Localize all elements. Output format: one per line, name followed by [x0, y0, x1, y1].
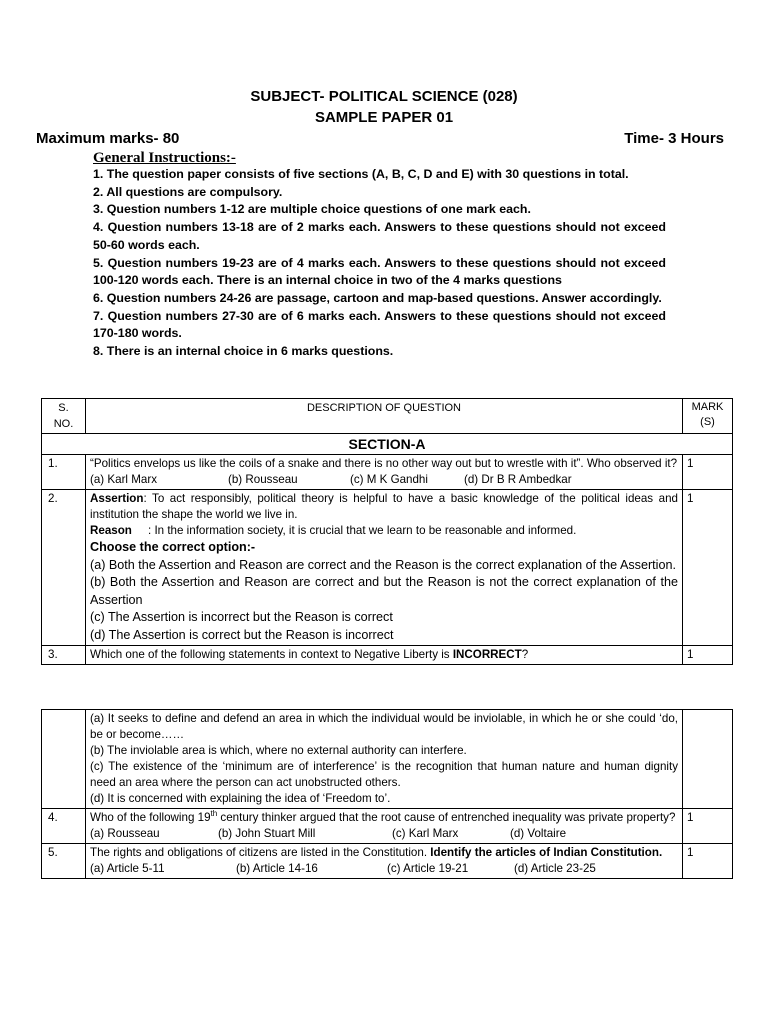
question-number: 2. — [42, 490, 86, 646]
question-text: The rights and obligations of citizens are listed in the Constitution. Identify the articles of Indian Constitution. — [90, 846, 663, 859]
option-b: (b) Both the Assertion and Reason are correct and but the Reason is not the correct explanation of the Assertion — [90, 575, 678, 607]
col-header-marks: MARK (S) — [683, 399, 733, 434]
option-c: (c) M K Gandhi — [350, 473, 428, 486]
table-row — [42, 710, 733, 809]
instruction-item: 1. The question paper consists of five sections (A, B, C, D and E) with 30 questions in total. — [93, 167, 629, 181]
instructions-list — [93, 166, 666, 361]
question-description — [86, 646, 683, 665]
instruction-item: 2. All questions are compulsory. — [93, 184, 283, 199]
option-d: (d) The Assertion is correct but the Reason is incorrect — [90, 627, 394, 642]
question-number: 4. — [42, 809, 86, 844]
assertion-text — [90, 491, 678, 523]
table-header-row — [42, 399, 733, 434]
reason-label: Reason — [90, 524, 132, 537]
question-mark: 1 — [683, 490, 733, 646]
time-allowed: Time- 3 Hours — [624, 130, 724, 147]
option-c: (c) Article 19-21 — [387, 862, 469, 875]
option-d: (d) It is concerned with explaining the idea of ‘Freedom to’. — [90, 792, 391, 805]
option-d: (d) Article 23-25 — [514, 862, 596, 875]
questions-table-page-1 — [41, 398, 733, 665]
question-description — [86, 809, 683, 844]
question-description — [86, 455, 683, 490]
option-a: (a) Article 5-11 — [90, 862, 165, 875]
paper-title: SAMPLE PAPER 01 — [314, 109, 454, 126]
options-row — [90, 861, 678, 877]
instruction-item: 3. Question numbers 1-12 are multiple choice questions of one mark each. — [93, 202, 531, 217]
table-row — [42, 809, 733, 844]
instruction-item: 8. There is an internal choice in 6 marks questions. — [93, 344, 394, 359]
reason-text — [90, 523, 678, 539]
table-row — [42, 490, 733, 646]
table-row — [42, 844, 733, 879]
instruction-item: 5. Question numbers 19-23 are of 4 marks each. Answers to these questions should not exceed 100-120 words each. There is an internal choice in two of the 4 marks questions — [93, 255, 666, 288]
question-description — [86, 844, 683, 879]
question-text: Which one of the following statements in context to Negative Liberty is — [90, 648, 453, 661]
option-b: (b) Rousseau — [228, 473, 298, 486]
question-mark: 1 — [683, 646, 733, 665]
question-mark: 1 — [683, 809, 733, 844]
question-text: “Politics envelops us like the coils of a snake and there is no other way out but to wrestle with it”. Who observed it? — [90, 457, 678, 470]
col-header-description: DESCRIPTION OF QUESTION — [86, 399, 683, 434]
options-row — [90, 472, 678, 488]
option-b: (b) John Stuart Mill — [218, 827, 316, 840]
question-number: 1. — [42, 455, 86, 490]
option-c: (c) The Assertion is incorrect but the Reason is correct — [90, 610, 393, 624]
option-c: (c) The existence of the ‘minimum are of interference’ is the recognition that human nature and human dignity need an area where the person can act unobstructed others. — [90, 760, 678, 789]
question-end: ? — [521, 648, 529, 661]
question-mark: 1 — [683, 455, 733, 490]
instruction-item: 4. Question numbers 13-18 are of 2 marks each. Answers to these questions should not exceed 50-60 words each. — [93, 220, 666, 252]
table-row — [42, 646, 733, 665]
question-text: Who of the following 19th century thinker argued that the root cause of entrenched inequality was private property? — [90, 809, 676, 824]
question-emphasis: INCORRECT — [452, 648, 522, 661]
option-a: (a) It seeks to define and defend an area in which the individual would be inviolable, in which he or she could ‘do, be or become…… — [90, 712, 678, 741]
option-a: (a) Both the Assertion and Reason are correct and the Reason is the correct explanation of the Assertion. — [90, 557, 676, 572]
assertion-label: Assertion — [90, 492, 144, 505]
question-number: 3. — [42, 646, 86, 665]
subject-title: SUBJECT- POLITICAL SCIENCE (028) — [250, 88, 518, 105]
question-number: 5. — [42, 844, 86, 879]
question-emphasis: Identify the articles of Indian Constitution. — [430, 846, 663, 859]
option-b: (b) The inviolable area is which, where no external authority can interfere. — [90, 744, 467, 757]
section-title: SECTION-A — [42, 434, 733, 455]
option-a: (a) Rousseau — [90, 827, 160, 840]
instructions-heading: General Instructions:- — [93, 150, 236, 166]
maximum-marks: Maximum marks- 80 — [36, 130, 180, 147]
section-row — [42, 434, 733, 455]
option-a: (a) Karl Marx — [90, 473, 157, 486]
option-b: (b) Article 14-16 — [236, 862, 318, 875]
instruction-item: 6. Question numbers 24-26 are passage, cartoon and map-based questions. Answer accordingly. — [93, 290, 662, 305]
choose-instruction: Choose the correct option:- — [90, 540, 256, 554]
question-description — [86, 490, 683, 646]
col-header-sno: S. NO. — [42, 399, 86, 434]
assertion-body: : To act responsibly, political theory is helpful to have a basic knowledge of the political ideas and institution the shape the world we live in. — [90, 492, 678, 521]
instruction-item: 7. Question numbers 27-30 are of 6 marks each. Answers to these questions should not exceed 170-180 words. — [93, 308, 666, 341]
table-row — [42, 455, 733, 490]
option-c: (c) Karl Marx — [392, 827, 459, 840]
questions-table-page-2 — [41, 709, 733, 879]
reason-body: : In the information society, it is crucial that we learn to be reasonable and informed. — [148, 524, 577, 537]
question-options — [86, 710, 683, 809]
question-mark: 1 — [683, 844, 733, 879]
options-row — [90, 826, 678, 842]
option-d: (d) Voltaire — [510, 827, 567, 840]
option-d: (d) Dr B R Ambedkar — [464, 473, 572, 486]
